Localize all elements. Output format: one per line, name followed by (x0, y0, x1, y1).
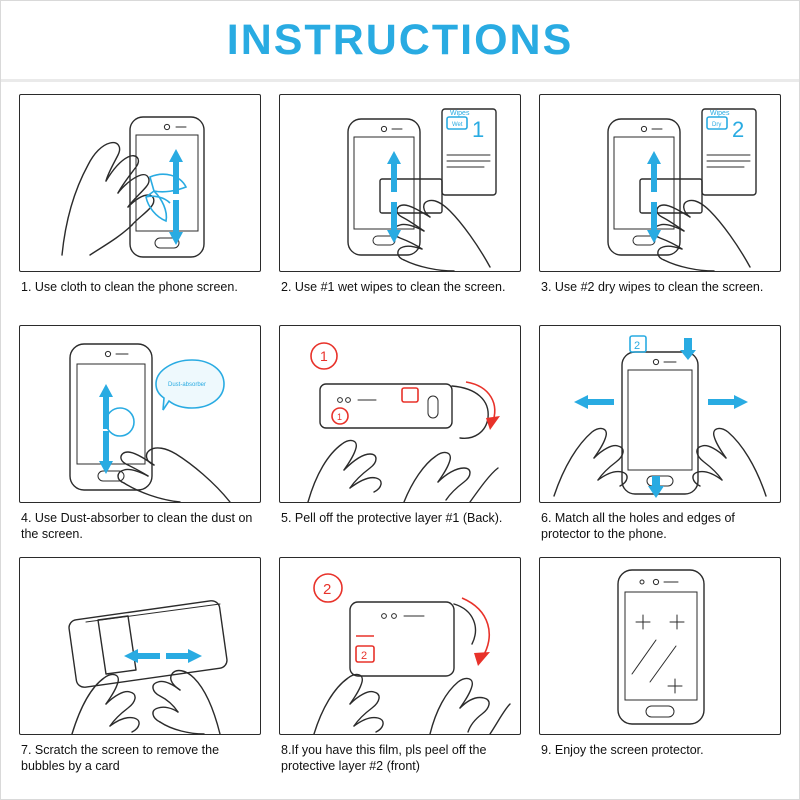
step-3-illustration (539, 94, 781, 272)
step-9-illustration (539, 557, 781, 735)
step-4 (19, 325, 261, 550)
wipe-packet-wet-label: Wet (452, 122, 463, 128)
hand-cleaning-phone-with-cloth-icon (20, 95, 260, 271)
layer-two-badge: 2 (323, 580, 332, 598)
step-6-caption: 6. Match all the holes and edges of protector to the phone. (541, 511, 735, 542)
step-4-illustration (19, 325, 261, 503)
aligning-protector-to-phone-icon (540, 326, 780, 502)
step-1-caption: 1. Use cloth to clean the phone screen. (21, 280, 238, 294)
dust-absorber-sticker-on-phone-icon (20, 326, 260, 502)
step-6-illustration (539, 325, 781, 503)
header (1, 1, 799, 82)
step-7 (19, 557, 261, 782)
step-7-caption: 7. Scratch the screen to remove the bubbles by a card (21, 742, 220, 773)
wipe-packet-number: 2 (732, 117, 745, 142)
protector-layer-two-badge: 2 (634, 340, 641, 353)
layer-one-badge: 1 (320, 348, 328, 365)
step-1 (19, 94, 261, 319)
step-5-caption: 5. Pell off the protective layer #1 (Back). (281, 511, 503, 526)
wipe-packet-number: 1 (472, 117, 485, 142)
wipe-packet-dry-label: Dry (712, 122, 722, 128)
card-squeegee-removing-bubbles-icon (20, 558, 260, 734)
step-6 (539, 325, 781, 550)
page-title: INSTRUCTIONS (226, 15, 574, 64)
step-8-caption: 8.If you have this film, pls peel off the protective layer #2 (front) (281, 742, 487, 773)
step-4-caption: 4. Use Dust-absorber to clean the dust on the screen. (21, 511, 253, 542)
step-5 (279, 325, 521, 550)
finished-phone-with-protector-icon (540, 558, 780, 734)
step-3-caption: 3. Use #2 dry wipes to clean the screen. (541, 280, 764, 294)
step-2-illustration (279, 94, 521, 272)
hand-cleaning-phone-with-wet-wipe-icon (280, 95, 520, 271)
layer-one-tab-badge: 1 (337, 412, 343, 423)
step-7-illustration (19, 557, 261, 735)
dust-absorber-label: Dust-absorber (168, 382, 207, 389)
step-5-illustration (279, 325, 521, 503)
wipe-packet-title: Wipes (450, 110, 470, 117)
step-2 (279, 94, 521, 319)
peeling-front-layer-two-icon (280, 558, 520, 734)
layer-two-tab-badge: 2 (361, 649, 368, 662)
hand-cleaning-phone-with-dry-wipe-icon (540, 95, 780, 271)
peeling-back-layer-one-icon (280, 326, 520, 502)
step-9 (539, 557, 781, 782)
step-9-caption: 9. Enjoy the screen protector. (541, 742, 704, 757)
steps-grid (1, 82, 799, 782)
step-1-illustration (19, 94, 261, 272)
wipe-packet-title: Wipes (710, 110, 730, 117)
step-2-caption: 2. Use #1 wet wipes to clean the screen. (281, 280, 506, 294)
step-8-illustration (279, 557, 521, 735)
step-8 (279, 557, 521, 782)
step-3 (539, 94, 781, 319)
